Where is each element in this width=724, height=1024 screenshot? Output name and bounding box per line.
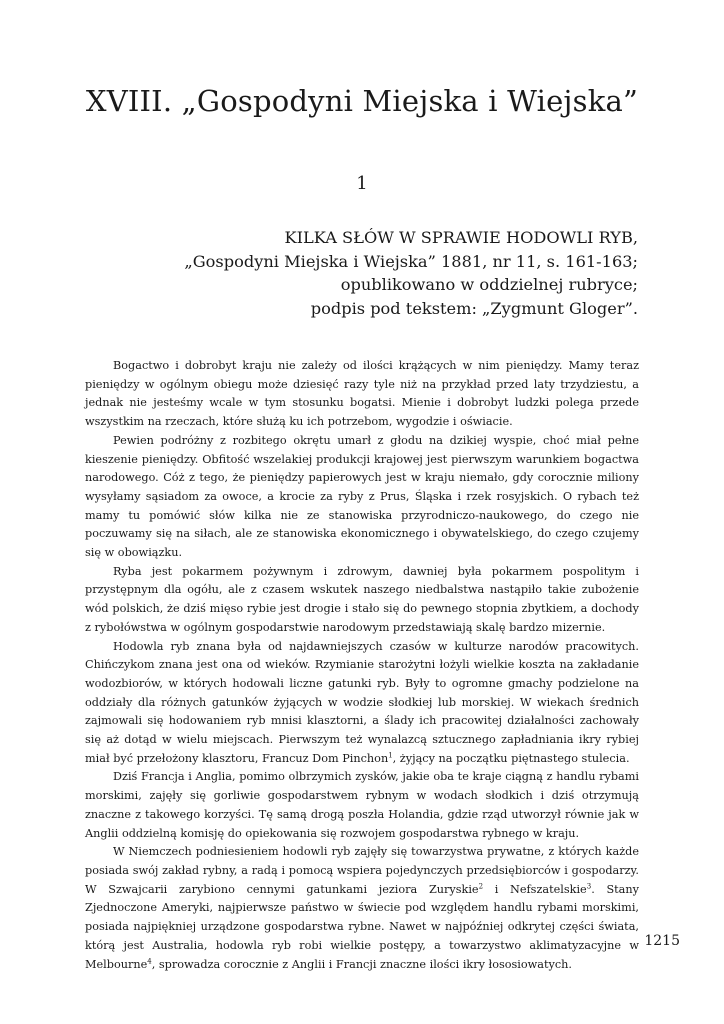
footnote-ref[interactable]: 4 [147, 956, 152, 965]
paragraph-text: , żyjący na początku piętnastego stulecia. [392, 751, 630, 765]
chapter-title: XVIII. „Gospodyni Miejska i Wiejska” [85, 84, 638, 118]
page-number: 1215 [644, 933, 680, 949]
article-heading [184, 226, 638, 320]
paragraph: Bogactwo i dobrobyt kraju nie zależy od ilości krążących w nim pieniędzy. Mamy teraz pieniędzy w ogólnym obiegu może dziesięć razy tyle niż na przykład przed laty trzydziestu, a jednak nie jesteśmy wcale w tym stosunku bogatsi. Mienie i dobrobyt ludzki polega przede wszystkim na rzeczach, które służą ku ich potrzebom, wygodzie i oświacie. [85, 359, 639, 429]
paragraph-text: i Nefszatelskie [483, 882, 587, 896]
article-source: „Gospodyni Miejska i Wiejska” 1881, nr 11, s. 161-163; [184, 251, 638, 271]
article-signature-note: podpis pod tekstem: „Zygmunt Gloger”. [310, 298, 638, 318]
paragraph [85, 638, 639, 769]
paragraph: Pewien podróżny z rozbitego okrętu umarł z głodu na dzikiej wyspie, choć miał pełne kieszenie pieniędzy. Obfitość wszelakiej produkcji krajowej jest pierwszym warunkiem bogactwa narodowego. Cóż z tego, że pieniędzy papierowych jest w kraju niemało, gdy corocznie miliony wysyłamy sąsiadom za owoce, a krocie za ryby z Prus, Śląska i rzek rosyjskich. O rybach też mamy tu pomówić słów kilka nie ze stanowiska przyrodniczo-naukowego, do czego nie poczuwamy się na siłach, ale ze stanowiska ekonomicznego i obywatelskiego, do czego czujemy się w obowiązku. [85, 433, 639, 560]
paragraph: Dziś Francja i Anglia, pomimo olbrzymich zysków, jakie oba te kraje ciągną z handlu rybami morskimi, zajęły się gorliwie gospodarstwem rybnym w wodach słodkich i dziś otrzymują znaczne z takowego korzyści. Tę samą drogą poszła Holandia, gdzie rząd utworzył równie jak w Anglii oddzielną komisję do opiekowania się rozwojem gospodarstwa rybnego w kraju. [85, 770, 639, 840]
paragraph: Ryba jest pokarmem pożywnym i zdrowym, dawniej była pokarmem pospolitym i przystępnym dla ogółu, ale z czasem wskutek naszego niedbalstwa nastąpiło takie zubożenie wód polskich, że dziś mięso rybie jest drogie i stało się do pewnego stopnia zbytkiem, a dochody z rybołówstwa w ogólnym gospodarstwie narodowym przedstawiają skalę bardzo mizernie. [85, 564, 639, 634]
paragraph-text: . Stany Zjednoczone Ameryki, najpierwsze państwo w świecie pod względem handlu rybami morskimi, posiada najpiękniej urządzone gospodarstwa rybne. Nawet w najpóźniej odkrytej części świata, którą jest Australia, hodowla ryb robi wielkie postępy, a towarzystwo aklimatyzacyjne w Melbourne [85, 882, 639, 971]
article-publication-note: opublikowano w oddzielnej rubryce; [340, 275, 638, 294]
paragraph-text: W Niemczech podniesieniem hodowli ryb zajęły się towarzystwa prywatne, z których każde posiada swój zakład rybny, a radą i pomocą wspiera pojedynczych przedsiębiorców i gospodarzy. W Szwajcarii zarybiono cennymi gatunkami jeziora Zuryskie [85, 845, 639, 896]
paragraph [85, 843, 639, 974]
paragraph-text: , sprowadza corocznie z Anglii i Francji znaczne ilości ikry łososiowatych. [151, 957, 572, 971]
footnote-ref[interactable]: 1 [388, 751, 393, 760]
article-title: KILKA SŁÓW W SPRAWIE HODOWLI RYB, [284, 228, 638, 247]
paragraph-text: Hodowla ryb znana była od najdawniejszych czasów w kulturze narodów pracowitych. Chińczykom znana jest ona od wieków. Rzymianie starożytni łożyli wielkie koszta na zakładanie wodozbiorów, w których hodowali liczne gatunki ryb. Były to ogromne gmachy podzielone na oddziały dla różnych gatunków żyjących w wodzie słodkiej lub morskiej. W wiekach średnich zajmowali się hodowaniem ryb mnisi klasztorni, a ślady ich pracowitej działalności zachowały się aż dotąd w wielu miejscach. Pierwszym też wynalazcą sztucznego zapładniania ikry rybiej miał być przełożony klasztoru, Francuz Dom Pinchon [85, 639, 639, 765]
footnote-ref[interactable]: 2 [478, 881, 484, 890]
footnote-ref[interactable]: 3 [586, 881, 592, 890]
section-number: 1 [356, 173, 368, 194]
body-text [85, 357, 639, 974]
